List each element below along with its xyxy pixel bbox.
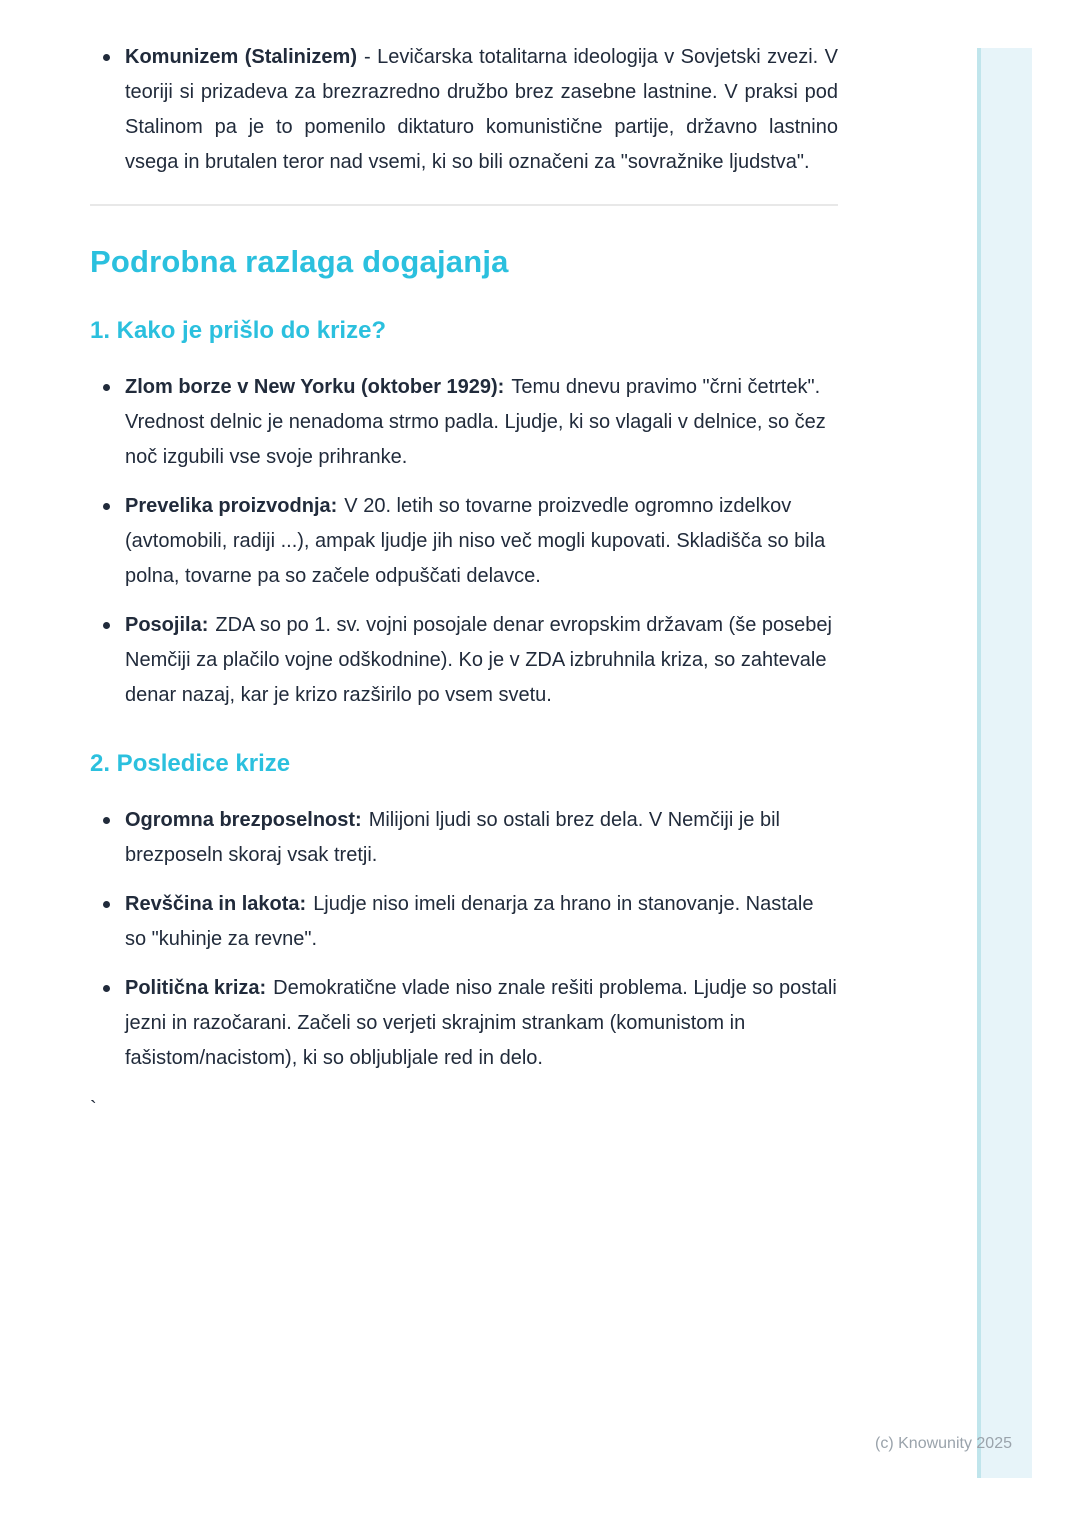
side-stripe-decoration xyxy=(977,48,1032,1478)
list-item xyxy=(90,40,838,180)
list-item xyxy=(90,971,838,1076)
section-2-heading: 2. Posledice krize xyxy=(90,750,291,777)
description-text: Ljudje niso imeli denarja za hrano in stanovanje. Nastale so "kuhinje za revne". xyxy=(125,893,814,950)
term-text: Komunizem (Stalinizem) xyxy=(125,46,357,68)
stray-backtick-character: ` xyxy=(90,1098,97,1120)
description-text: Demokratične vlade niso znale rešiti problema. Ljudje so postali jezni in razočarani. Začeli so verjeti skrajnim strankam (komunistom in fašistom/nacistom), ki so obljubljale red in delo. xyxy=(125,977,837,1069)
main-heading: Podrobna razlaga dogajanja xyxy=(90,244,509,279)
list-item xyxy=(90,887,838,957)
term-text: Revščina in lakota: xyxy=(125,893,307,915)
divider xyxy=(90,204,838,206)
footer-copyright: (c) Knowunity 2025 xyxy=(875,1435,1012,1452)
term-text: Posojila: xyxy=(125,614,209,636)
list-item xyxy=(90,370,838,475)
page-content xyxy=(90,40,838,1127)
section-1-heading: 1. Kako je prišlo do krize? xyxy=(90,317,387,344)
description-text: V 20. letih so tovarne proizvedle ogromno izdelkov (avtomobili, radiji ...), ampak ljudje jih niso več mogli kupovati. Skladišča so bila polna, tovarne pa so začele odpuščati delavce. xyxy=(125,495,826,587)
section-2-list xyxy=(90,803,838,1076)
term-text: Prevelika proizvodnja: xyxy=(125,495,338,517)
section-1-list xyxy=(90,370,838,713)
description-text: - Levičarska totalitarna ideologija v Sovjetski zvezi. V teoriji si prizadeva za brezrazredno družbo brez zasebne lastnine. V praksi pod Stalinom pa je to pomenilo diktaturo komunistične partije, državno lastnino vsega in brutalen teror nad vsemi, ki so bili označeni za "sovražnike ljudstva". xyxy=(125,46,838,173)
term-text: Zlom borze v New Yorku (oktober 1929): xyxy=(125,376,505,398)
description-text: ZDA so po 1. sv. vojni posojale denar evropskim državam (še posebej Nemčiji za plačilo vojne odškodnine). Ko je v ZDA izbruhnila kriza, so zahtevale denar nazaj, kar je krizo razširilo po vsem svetu. xyxy=(125,614,832,706)
term-text: Politična kriza: xyxy=(125,977,267,999)
list-item xyxy=(90,803,838,873)
description-text: Milijoni ljudi so ostali brez dela. V Nemčiji je bil brezposeln skoraj vsak tretji. xyxy=(125,809,780,866)
intro-definition-list xyxy=(90,40,838,180)
description-text: Temu dnevu pravimo "črni četrtek". Vrednost delnic je nenadoma strmo padla. Ljudje, ki so vlagali v delnice, so čez noč izgubili vse svoje prihranke. xyxy=(125,376,826,468)
list-item xyxy=(90,489,838,594)
term-text: Ogromna brezposelnost: xyxy=(125,809,362,831)
list-item xyxy=(90,608,838,713)
